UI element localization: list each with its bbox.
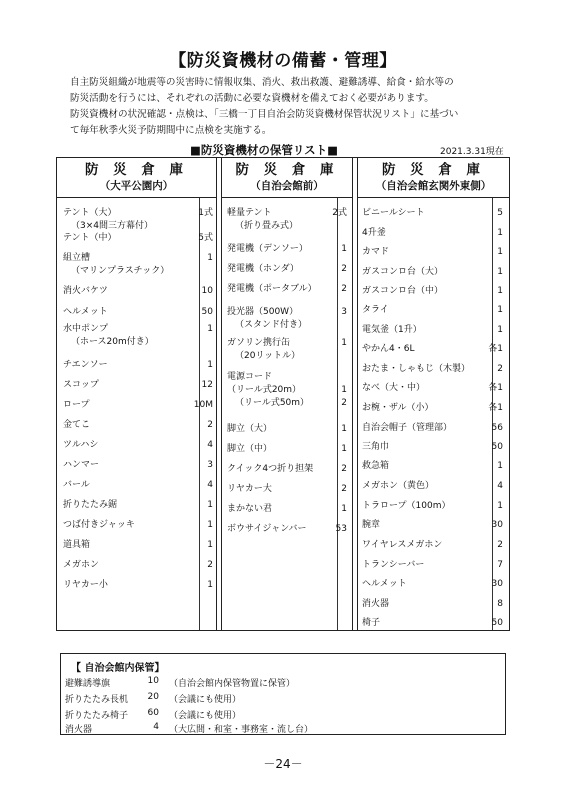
item-quantity: 1 <box>341 385 347 395</box>
item-name: トランシーバー <box>362 560 425 570</box>
item-quantity: 7 <box>497 560 503 570</box>
warehouse-header <box>57 158 216 198</box>
item-name: 軽量テント <box>227 208 272 218</box>
item-quantity: 50 <box>491 442 503 452</box>
page-title: 【防災資機材の備蓄・管理】 <box>169 51 397 71</box>
item-name: 腕章 <box>362 520 381 530</box>
item-name: ハンマー <box>63 460 100 470</box>
item-name: ロープ <box>63 400 90 410</box>
item-quantity: 50 <box>201 307 213 317</box>
item-name: （リール式20m） <box>227 385 302 395</box>
item-quantity: 4 <box>207 480 213 490</box>
item-name: ツルハシ <box>63 440 99 450</box>
item-quantity: 1 <box>207 253 213 263</box>
item-quantity: 3 <box>341 307 347 317</box>
item-name: 4升釜 <box>362 228 386 238</box>
item-name: 電気釜（1升） <box>362 325 422 335</box>
item-name: 三角巾 <box>362 442 390 452</box>
hall-storage-title: 【 自治会館内保管】 <box>71 663 165 674</box>
item-detail: （マリンプラスチック） <box>71 266 170 276</box>
item-quantity: 1 <box>207 580 213 590</box>
item-quantity: 2 <box>341 464 347 474</box>
item-name: 電源コード <box>227 372 273 382</box>
warehouse-name: 防 災 倉 庫 <box>381 162 486 178</box>
item-quantity: 1 <box>497 501 503 511</box>
item-name: ガスコンロ台（中） <box>362 286 444 296</box>
item-name: 脚立（中） <box>227 444 273 454</box>
item-detail: （3×4間三方幕付） <box>71 221 153 231</box>
item-name: 道具箱 <box>63 540 91 550</box>
item-detail: （20リットル） <box>235 351 301 361</box>
item-quantity: 1 <box>497 228 503 238</box>
warehouse-column-2 <box>357 158 509 630</box>
item-quantity: 1 <box>207 520 213 530</box>
item-detail: （スタンド付き） <box>235 320 308 330</box>
item-name: 金てこ <box>63 420 91 430</box>
item-name: テント（中） <box>63 233 117 243</box>
item-name: 発電機（ホンダ） <box>227 264 299 274</box>
item-name: ビニールシート <box>362 208 425 218</box>
item-quantity: 1 <box>207 324 213 334</box>
item-quantity: 8 <box>497 599 503 609</box>
item-quantity: 2 <box>207 560 213 570</box>
item-quantity: 1 <box>497 305 503 315</box>
item-quantity: 2 <box>341 264 347 274</box>
page-number: －24－ <box>263 757 303 771</box>
item-name: チエンソー <box>63 360 108 370</box>
item-quantity: 56 <box>491 423 503 433</box>
item-name: 救急箱 <box>362 461 390 471</box>
item-name: 発電機（ポータブル） <box>227 284 317 294</box>
item-quantity: 1 <box>497 247 503 257</box>
item-quantity: 2 <box>497 364 503 374</box>
item-quantity: 10 <box>201 286 213 296</box>
item-quantity: 各1 <box>488 403 503 413</box>
item-quantity: 1 <box>341 504 347 514</box>
warehouse-location: （自治会館玄関外東側） <box>375 180 492 192</box>
item-quantity: 4 <box>497 481 503 491</box>
qty-divider <box>337 198 338 630</box>
item-quantity: 1 <box>207 360 213 370</box>
item-name: 折りたたみ鋸 <box>63 500 118 510</box>
item-name: ワイヤレスメガホン <box>362 540 443 550</box>
item-name: タライ <box>362 305 389 315</box>
item-detail: （ホース20m付き） <box>71 337 154 347</box>
item-name: リヤカー大 <box>227 484 272 494</box>
item-name: 自治会帽子（管理部） <box>362 423 453 433</box>
item-name: 投光器（500W） <box>227 307 299 317</box>
item-quantity: 30 <box>491 579 503 589</box>
item-name: おたま・しゃもじ（木製） <box>362 364 471 374</box>
item-name: やかん4・6L <box>362 344 415 354</box>
as-of-date: 2021.3.31現在 <box>440 147 504 157</box>
list-title: ■防災資機材の保管リスト■ <box>190 143 338 157</box>
warehouse-column-1 <box>221 158 353 630</box>
item-quantity: 1 <box>207 500 213 510</box>
warehouse-name: 防 災 倉 庫 <box>84 162 189 178</box>
item-quantity: 1 <box>341 244 347 254</box>
item-quantity: 30 <box>491 520 503 530</box>
item-quantity: 2式 <box>332 208 347 218</box>
item-quantity: 各1 <box>488 383 503 393</box>
item-quantity: 1 <box>497 325 503 335</box>
stock-list-table <box>56 157 510 631</box>
item-name: 組立槽 <box>63 253 91 263</box>
qty-divider <box>199 198 200 630</box>
item-quantity: 1 <box>207 540 213 550</box>
item-name: メガホン（黄色） <box>362 481 435 491</box>
item-name: ボウサイジャンバー <box>227 524 307 534</box>
item-name: 消火器 <box>362 599 390 609</box>
item-quantity: 1 <box>497 286 503 296</box>
intro-paragraph-2: 防災資機材の状況確認・点検は、「三橋一丁目自治会防災資機材保管状況リスト」に基づい て毎年秋季火災予防期間中に点検を実施する。 <box>70 109 459 136</box>
item-quantity: 5 <box>497 208 503 218</box>
item-name: お椀・ザル（小） <box>362 403 434 413</box>
item-name: 消火バケツ <box>63 286 108 296</box>
item-name: まかない君 <box>227 504 273 514</box>
qty-divider <box>492 198 493 630</box>
item-name: トラロープ（100m） <box>362 501 451 511</box>
item-quantity: 1 <box>497 461 503 471</box>
warehouse-location: （自治会館前） <box>250 180 324 192</box>
item-name: ガソリン携行缶 <box>227 338 291 348</box>
item-quantity: 12 <box>201 380 213 390</box>
item-quantity: 1式 <box>198 208 213 218</box>
item-name: テント（大） <box>63 208 117 218</box>
warehouse-name: 防 災 倉 庫 <box>235 162 339 178</box>
hall-storage-box: 【 自治会館内保管】 避難誘導旗 10 （自治会館内保管物置に保管） 折りたたみ長机 20 （会議にも使用） 折りたたみ椅子 60 （会議にも使用） 消火器 4 （大広間・和室・事務室・流し台） <box>60 653 506 735</box>
item-quantity: 1 <box>497 267 503 277</box>
item-quantity: 2 <box>341 284 347 294</box>
item-detail: （リール式50m） <box>235 398 310 408</box>
item-quantity: 1 <box>341 444 347 454</box>
item-quantity: 1 <box>341 424 347 434</box>
item-detail-quantity: 2 <box>341 398 347 408</box>
item-name: なべ（大・中） <box>362 383 426 393</box>
item-name: ガスコンロ台（大） <box>362 267 444 277</box>
item-quantity: 10M <box>193 400 213 410</box>
item-name: 発電機（デンソー） <box>227 244 308 254</box>
item-name: つば付きジャッキ <box>63 520 135 530</box>
item-quantity: 2 <box>207 420 213 430</box>
item-name: ヘルメット <box>63 307 108 317</box>
item-name: ヘルメット <box>362 579 407 589</box>
warehouse-column-0 <box>57 158 217 630</box>
warehouse-header <box>222 158 352 198</box>
item-quantity: 1 <box>341 338 347 348</box>
item-quantity: 2 <box>497 540 503 550</box>
item-quantity: 各1 <box>488 344 503 354</box>
item-quantity: 4 <box>207 440 213 450</box>
item-name: 椅子 <box>362 618 381 628</box>
item-detail: （折り畳み式） <box>235 221 299 231</box>
warehouse-header <box>358 158 509 198</box>
item-quantity: 2 <box>341 484 347 494</box>
warehouse-location: （大平公園内） <box>99 180 174 192</box>
item-name: 脚立（大） <box>227 424 273 434</box>
item-name: 水中ポンプ <box>63 324 109 334</box>
item-name: バール <box>63 480 90 490</box>
item-quantity: 5式 <box>198 233 213 243</box>
item-quantity: 50 <box>491 618 503 628</box>
item-quantity: 53 <box>335 524 347 534</box>
item-name: メガホン <box>63 560 100 570</box>
item-name: リヤカー小 <box>63 580 108 590</box>
intro-paragraph-1: 自主防災組織が地震等の災害時に情報収集、消火、救出救護、避難誘導、給食・給水等の 防災活動を行うには、それぞれの活動に必要な資機材を備えておく必要があります。 <box>70 77 454 104</box>
item-name: カマド <box>362 247 390 257</box>
item-quantity: 3 <box>207 460 213 470</box>
item-name: クイック4つ折り担架 <box>227 464 314 474</box>
item-name: スコップ <box>63 380 99 390</box>
